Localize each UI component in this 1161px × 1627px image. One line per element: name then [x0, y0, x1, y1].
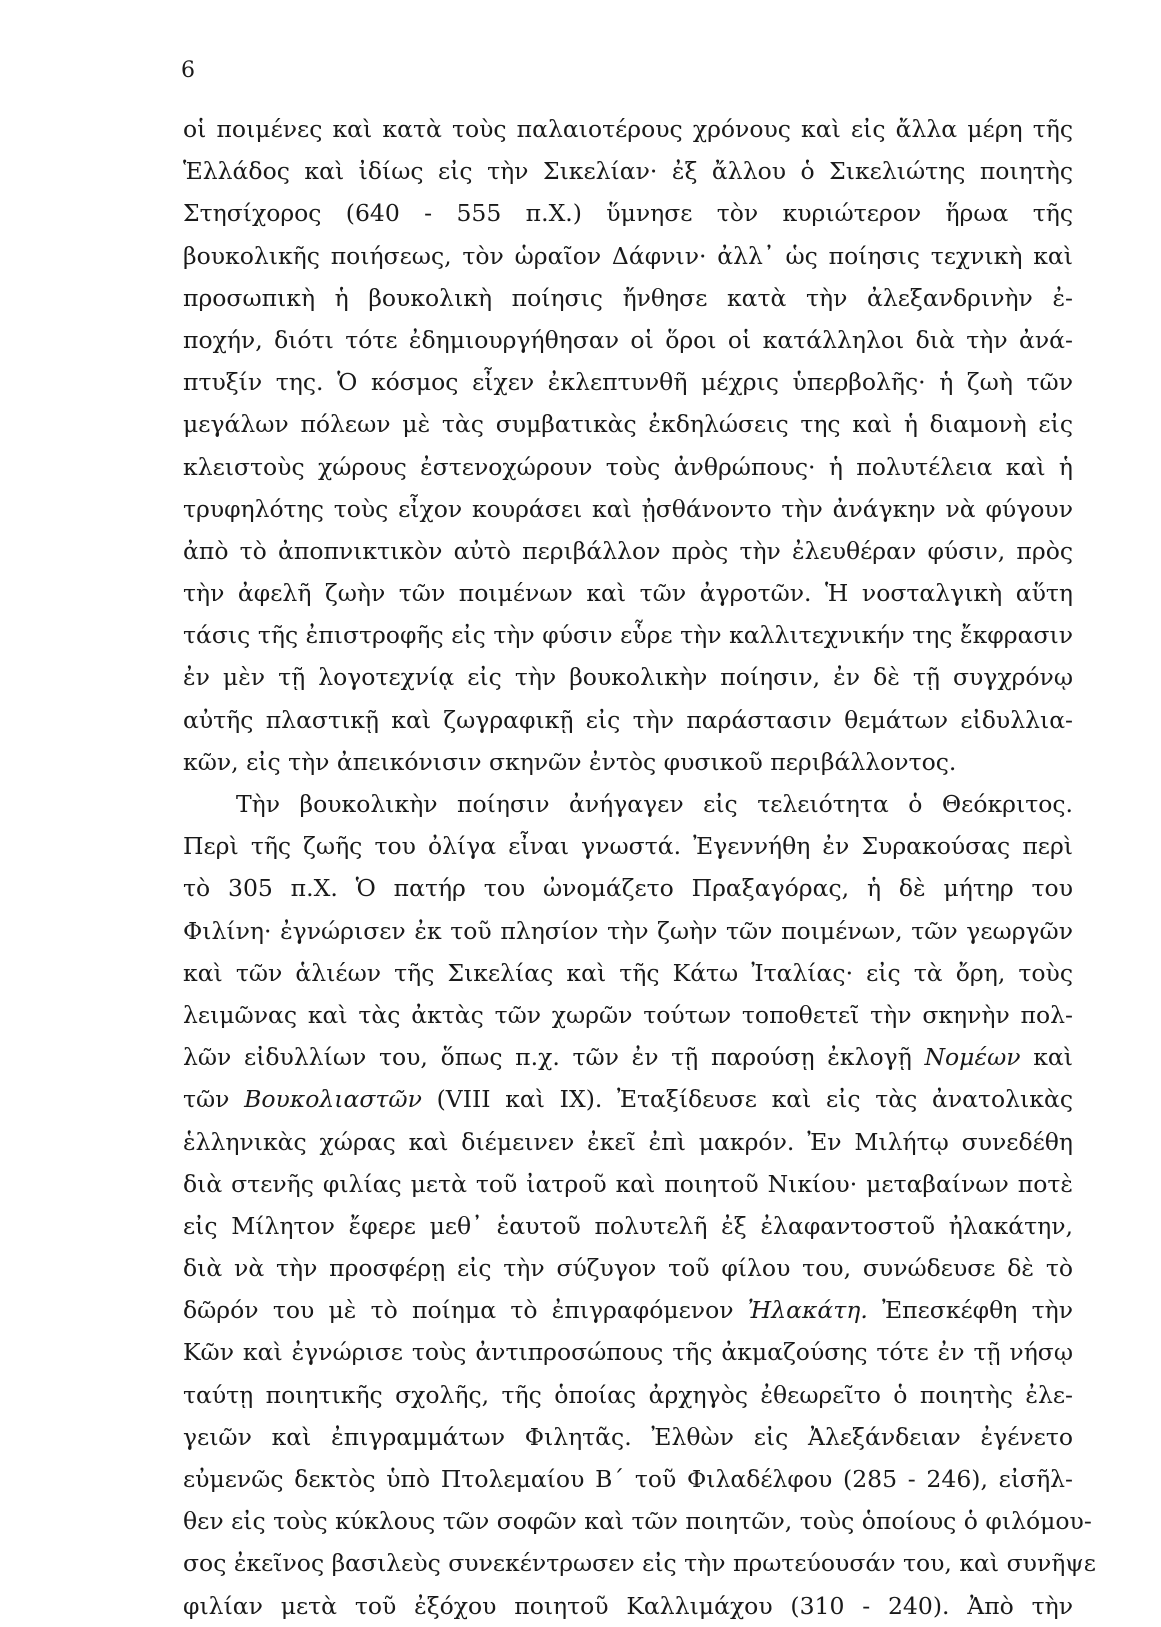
text-segment: (VIII καὶ IX). Ἐταξίδευσε καὶ εἰς τὰς ἀνατολικὰς — [436, 1085, 1073, 1114]
text-line: ἐν μὲν τῇ λογοτεχνίᾳ εἰς τὴν βουκολικὴν ποίησιν, ἐν δὲ τῇ συγχρόνῳ — [183, 663, 1073, 692]
text-line: ἀπὸ τὸ ἀποπνικτικὸν αὐτὸ περιβάλλον πρὸς τὴν ἐλευθέραν φύσιν, πρὸς — [183, 536, 1073, 565]
page-number: 6 — [181, 58, 195, 83]
text-line: πτυξίν της. Ὁ κόσμος εἶχεν ἐκλεπτυνθῆ μέχρις ὑπερβολῆς· ἡ ζωὴ τῶν — [183, 368, 1073, 397]
text-line: εὐμενῶς δεκτὸς ὑπὸ Πτολεμαίου Β´ τοῦ Φιλαδέλφου (285 - 246), εἰσῆλ- — [183, 1465, 1073, 1493]
paragraph-end-line: κῶν, εἰς τὴν ἀπεικόνισιν σκηνῶν ἐντὸς φυσικοῦ περιβάλλοντος. — [183, 747, 957, 776]
text-line: τρυφηλότης τοὺς εἶχον κουράσει καὶ ᾐσθάνοντο τὴν ἀνάγκην νὰ φύγουν — [183, 494, 1073, 523]
text-line: οἱ ποιμένες καὶ κατὰ τοὺς παλαιοτέρους χρόνους καὶ εἰς ἄλλα μέρη τῆς — [183, 115, 1073, 143]
text-line: Στησίχορος (640 - 555 π.Χ.) ὕμνησε τὸν κυριώτερον ἥρωα τῆς — [183, 199, 1073, 228]
text-line: διὰ νὰ τὴν προσφέρῃ εἰς τὴν σύζυγον τοῦ φίλου του, συνώδευσε δὲ τὸ — [183, 1254, 1073, 1283]
text-line: καὶ τῶν ἁλιέων τῆς Σικελίας καὶ τῆς Κάτω Ἰταλίας· εἰς τὰ ὄρη, τοὺς — [183, 958, 1073, 987]
text-line: εἰς Μίλητον ἔφερε μεθ᾿ ἑαυτοῦ πολυτελῆ ἐξ ἐλαφαντοστοῦ ἠλακάτην, — [183, 1211, 1073, 1240]
text-line: προσωπικὴ ἡ βουκολικὴ ποίησις ἤνθησε κατὰ τὴν ἀλεξανδρινὴν ἐ- — [183, 283, 1073, 312]
text-line — [183, 1078, 1073, 1120]
text-line: λειμῶνας καὶ τὰς ἀκτὰς τῶν χωρῶν τούτων τοποθετεῖ τὴν σκηνὴν πολ- — [183, 1000, 1073, 1029]
text-segment: λῶν εἰδυλλίων του, ὅπως π.χ. τῶν ἐν τῇ παρούσῃ ἐκλογῇ — [183, 1043, 912, 1072]
text-line: σος ἐκεῖνος βασιλεὺς συνεκέντρωσεν εἰς τὴν πρωτεύουσάν του, καὶ συνῆψε — [183, 1549, 1096, 1578]
italic-title-nomeon: Νομέων — [924, 1043, 1021, 1072]
text-line: Κῶν καὶ ἐγνώρισε τοὺς ἀντιπροσώπους τῆς ἀκμαζούσης τότε ἐν τῇ νήσῳ — [183, 1338, 1073, 1367]
text-line: κλειστοὺς χώρους ἐστενοχώρουν τοὺς ἀνθρώπους· ἡ πολυτέλεια καὶ ἡ — [183, 452, 1073, 481]
text-segment: τῶν — [183, 1085, 230, 1114]
text-line: ποχήν, διότι τότε ἐδημιουργήθησαν οἱ ὅροι οἱ κατάλληλοι διὰ τὴν ἀνά- — [183, 325, 1073, 354]
italic-title-elakate: Ἠλακάτη. — [747, 1296, 868, 1325]
text-line: τὸ 305 π.Χ. Ὁ πατήρ του ὠνομάζετο Πραξαγόρας, ἡ δὲ μήτηρ του — [183, 874, 1073, 903]
text-line: Ἑλλάδος καὶ ἰδίως εἰς τὴν Σικελίαν· ἐξ ἄλλου ὁ Σικελιώτης ποιητὴς — [183, 157, 1073, 186]
text-line: Φιλίνη· ἐγνώρισεν ἐκ τοῦ πλησίον τὴν ζωὴν τῶν ποιμένων, τῶν γεωργῶν — [183, 916, 1073, 945]
text-line: ταύτῃ ποιητικῆς σχολῆς, τῆς ὁποίας ἀρχηγὸς ἐθεωρεῖτο ὁ ποιητὴς ἐλε- — [183, 1380, 1073, 1409]
text-line: διὰ στενῆς φιλίας μετὰ τοῦ ἰατροῦ καὶ ποιητοῦ Νικίου· μεταβαίνων ποτὲ — [183, 1169, 1073, 1198]
text-line: τάσις τῆς ἐπιστροφῆς εἰς τὴν φύσιν εὗρε τὴν καλλιτεχνικήν της ἔκφρασιν — [183, 621, 1073, 650]
body-text — [183, 108, 1096, 1627]
text-segment: δῶρόν του μὲ τὸ ποίημα τὸ ἐπιγραφόμενον — [183, 1296, 734, 1325]
text-line — [183, 1036, 1073, 1078]
text-line: αὐτῆς πλαστικῇ καὶ ζωγραφικῇ εἰς τὴν παράστασιν θεμάτων εἰδυλλια- — [183, 705, 1073, 734]
text-line — [183, 1289, 1073, 1331]
text-line: γειῶν καὶ ἐπιγραμμάτων Φιλητᾶς. Ἐλθὼν εἰς Ἀλεξάνδειαν ἐγένετο — [183, 1422, 1073, 1451]
italic-title-boukoliastai: Βουκολιαστῶν — [244, 1085, 422, 1114]
text-line: μεγάλων πόλεων μὲ τὰς συμβατικὰς ἐκδηλώσεις της καὶ ἡ διαμονὴ εἰς — [183, 410, 1073, 439]
text-line: βουκολικῆς ποιήσεως, τὸν ὡραῖον Δάφνιν· ἀλλ᾿ ὡς ποίησις τεχνικὴ καὶ — [183, 241, 1073, 270]
text-segment: καὶ — [1033, 1043, 1073, 1072]
paragraph-start-line: Τὴν βουκολικὴν ποίησιν ἀνήγαγεν εἰς τελειότητα ὁ Θεόκριτος. — [236, 790, 1073, 818]
text-line: ἑλληνικὰς χώρας καὶ διέμεινεν ἐκεῖ ἐπὶ μακρόν. Ἐν Μιλήτῳ συνεδέθη — [183, 1127, 1073, 1156]
text-line: θεν εἰς τοὺς κύκλους τῶν σοφῶν καὶ τῶν ποιητῶν, τοὺς ὁποίους ὁ φιλόμου- — [183, 1507, 1092, 1536]
text-segment: Ἐπεσκέφθη τὴν — [882, 1296, 1073, 1325]
text-line: Περὶ τῆς ζωῆς του ὀλίγα εἶναι γνωστά. Ἐγεννήθη ἐν Συρακούσας περὶ — [183, 832, 1073, 861]
text-line: τὴν ἀφελῆ ζωὴν τῶν ποιμένων καὶ τῶν ἀγροτῶν. Ἡ νοσταλγικὴ αὕτη — [183, 579, 1073, 608]
text-line: φιλίαν μετὰ τοῦ ἐξόχου ποιητοῦ Καλλιμάχου (310 - 240). Ἀπὸ τὴν — [183, 1591, 1073, 1620]
